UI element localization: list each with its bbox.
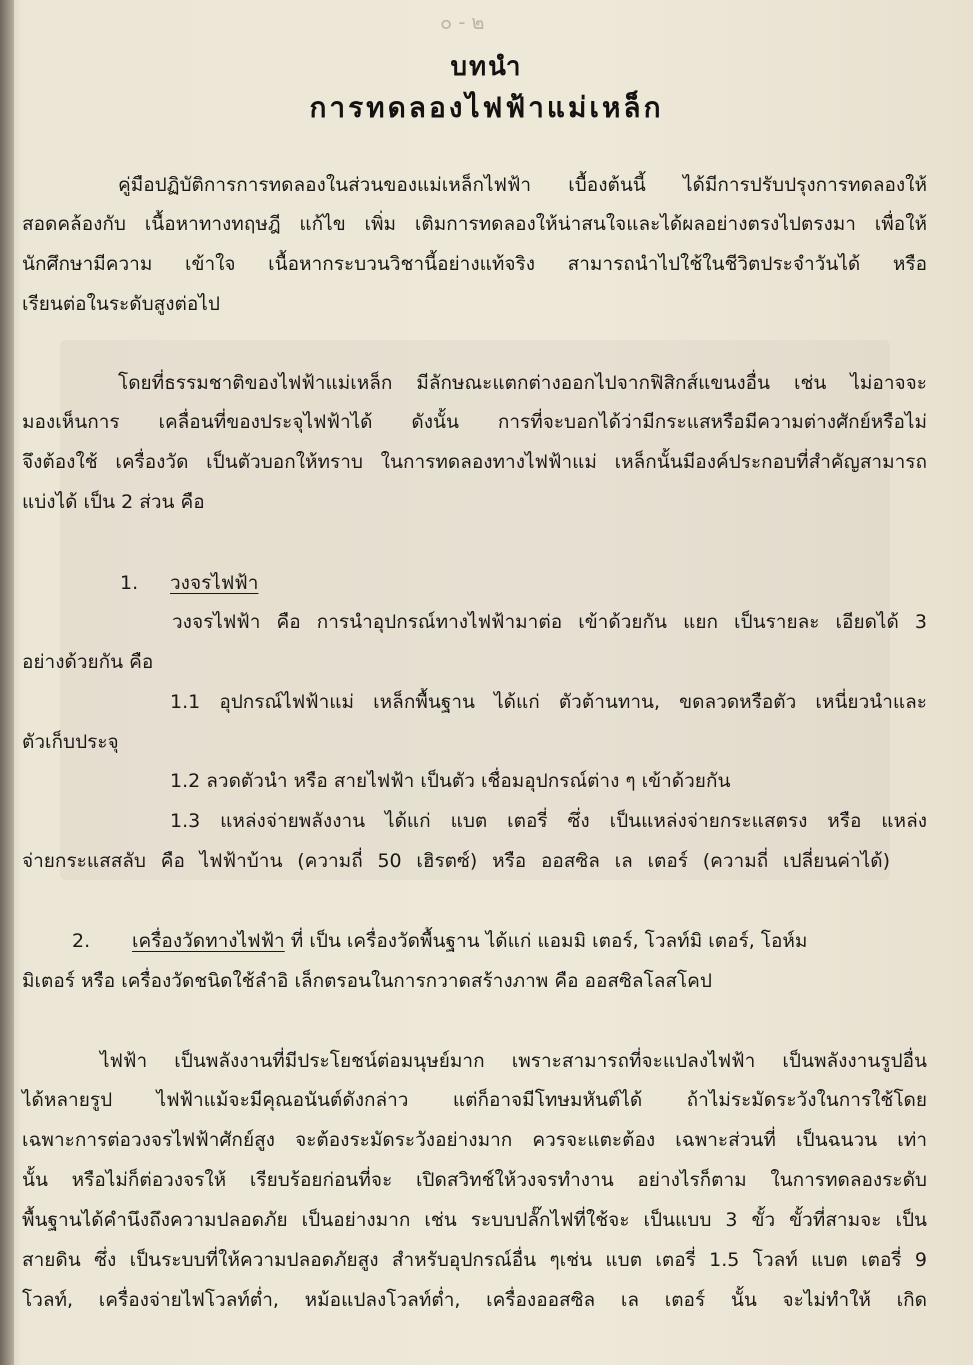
- item-1-1: 1.1 อุปกรณ์ไฟฟ้าแม่ เหล็กพื้นฐาน ได้แก่ ตัวต้านทาน, ขดลวดหรือตัว เหนี่ยวนำและ: [170, 691, 927, 713]
- page-subtitle: การทดลองไฟฟ้าแม่เหล็ก: [309, 91, 664, 124]
- section2-line-2: มิเตอร์ หรือ เครื่องวัดชนิดใช้ลำอิ เล็กตรอนในการกวาดสร้างภาพ คือ ออสซิลโลสโคป: [22, 970, 712, 992]
- para2-line-2: มองเห็นการ เคลื่อนที่ของประจุไฟฟ้าได้ ดังนั้น การที่จะบอกได้ว่ามีกระแสหรือมีความต่างศักย์หรือไม่: [22, 411, 927, 433]
- para2-line-4: แบ่งได้ เป็น 2 ส่วน คือ: [22, 491, 205, 513]
- para1-line-1: คู่มือปฏิบัติการการทดลองในส่วนของแม่เหล็กไฟฟ้า เบื้องต้นนี้ ได้มีการปรับปรุงการทดลองให้: [118, 174, 927, 196]
- section2-heading: เครื่องวัดทางไฟฟ้า: [132, 930, 285, 952]
- para3-line-5: พื้นฐานได้คำนึงถึงความปลอดภัย เป็นอย่างมาก เช่น ระบบปลั๊กไฟที่ใช้จะ เป็นแบบ 3 ขั้ว ขั้วที่สามจะ เป็น: [22, 1209, 927, 1231]
- section1-number: 1.: [120, 572, 139, 594]
- section2-line-1: [132, 928, 927, 954]
- section1-intro-line-2: อย่างด้วยกัน คือ: [22, 651, 154, 673]
- section1-heading: วงจรไฟฟ้า: [170, 572, 259, 594]
- section1-intro-line-1: วงจรไฟฟ้า คือ การนำอุปกรณ์ทางไฟฟ้ามาต่อ เข้าด้วยกัน แยก เป็นรายละ เอียดได้ 3: [172, 611, 927, 633]
- para1-line-3: นักศึกษามีความ เข้าใจ เนื้อหากระบวนวิชานี้อย่างแท้จริง สามารถนำไปใช้ในชีวิตประจำวันได้ หรือ: [22, 253, 927, 275]
- para3-line-2: ได้หลายรูป ไฟฟ้าแม้จะมีคุณอนันต์ดังกล่าว แต่ก็อาจมีโทษมหันต์ได้ ถ้าไม่ระมัดระวังในการใช้โดย: [22, 1089, 927, 1111]
- para3-line-3: เฉพาะการต่อวงจรไฟฟ้าศักย์สูง จะต้องระมัดระวังอย่างมาก ควรจะแตะต้อง เฉพาะส่วนที่ เป็นฉนวน เท่า: [22, 1129, 927, 1151]
- item-1-3: 1.3 แหล่งจ่ายพลังงาน ได้แก่ แบต เตอรี่ ซึ่ง เป็นแหล่งจ่ายกระแสตรง หรือ แหล่ง: [170, 810, 927, 832]
- page-title: บทนำ: [450, 52, 523, 82]
- para1-line-4: เรียนต่อในระดับสูงต่อไป: [22, 293, 220, 315]
- binding-shadow: [0, 0, 14, 1365]
- para3-line-1: ไฟฟ้า เป็นพลังงานที่มีประโยชน์ต่อมนุษย์มาก เพราะสามารถที่จะแปลงไฟฟ้า เป็นพลังงานรูปอื่น: [100, 1050, 927, 1072]
- section2-line-1-rest: ที่ เป็น เครื่องวัดพื้นฐาน ได้แก่ แอมมิ เตอร์, โวลท์มิ เตอร์, โอห์ม: [284, 930, 808, 952]
- item-1-3-continued: จ่ายกระแสสลับ คือ ไฟฟ้าบ้าน (ความถี่ 50 เฮิรตซ์) หรือ ออสซิล เล เตอร์ (ความถี่ เปลี่ยนค่าได้): [22, 850, 890, 872]
- para3-line-7: โวลท์, เครื่องจ่ายไฟโวลท์ต่ำ, หม้อแปลงโวลท์ต่ำ, เครื่องออสซิล เล เตอร์ นั้น จะไม่ทำให้ เกิด: [22, 1289, 927, 1311]
- item-1-2: 1.2 ลวดตัวนำ หรือ สายไฟฟ้า เป็นตัว เชื่อมอุปกรณ์ต่าง ๆ เข้าด้วยกัน: [170, 770, 731, 792]
- para3-line-6: สายดิน ซึ่ง เป็นระบบที่ให้ความปลอดภัยสูง สำหรับอุปกรณ์อื่น ๆเช่น แบต เตอรี่ 1.5 โวลท์ แบต เตอรี่ 9: [22, 1249, 927, 1271]
- item-1-1-continued: ตัวเก็บประจุ: [22, 731, 119, 753]
- para2-line-1: โดยที่ธรรมชาติของไฟฟ้าแม่เหล็ก มีลักษณะแตกต่างออกไปจากฟิสิกส์แขนงอื่น เช่น ไม่อาจจะ: [118, 372, 927, 394]
- para3-line-4: นั้น หรือไม่ก็ต่อวงจรให้ เรียบร้อยก่อนที่จะ เปิดสวิทช์ให้วงจรทำงาน อย่างไรก็ตาม ในการทดลองระดับ: [22, 1169, 927, 1191]
- para2-line-3: จึงต้องใช้ เครื่องวัด เป็นตัวบอกให้ทราบ ในการทดลองทางไฟฟ้าแม่ เหล็กนั้นมีองค์ประกอบที่สำคัญสามารถ: [22, 451, 927, 473]
- para1-line-2: สอดคล้องกับ เนื้อหาทางทฤษฎี แก้ไข เพิ่ม เติมการทดลองให้น่าสนใจและได้ผลอย่างตรงไปตรงมา เพื่อให้: [22, 213, 927, 235]
- page-number-mark: ๐-๒: [440, 10, 491, 34]
- section2-number: 2.: [72, 930, 91, 952]
